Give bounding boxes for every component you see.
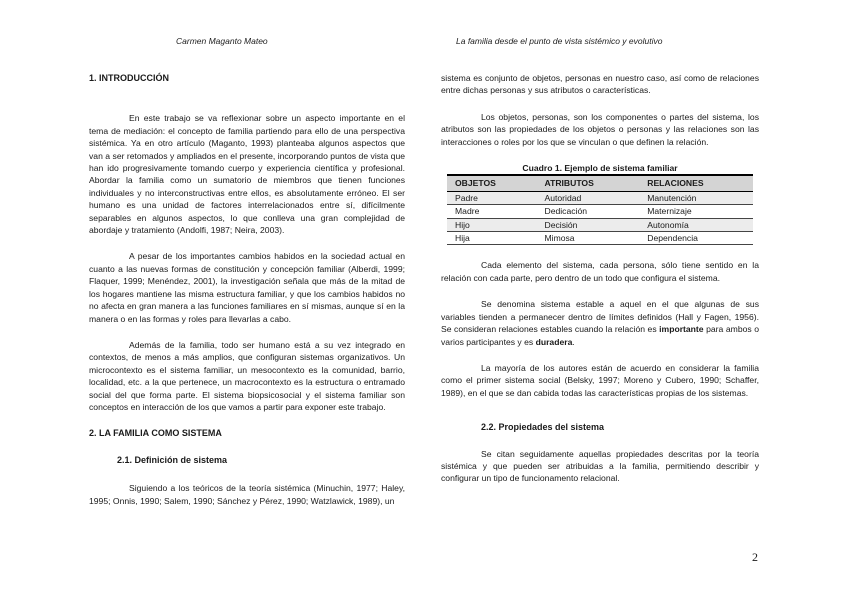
section-heading-introduccion: 1. INTRODUCCIÓN bbox=[89, 73, 170, 83]
bold-term-duradera: duradera bbox=[535, 336, 573, 347]
left-column bbox=[89, 72, 405, 521]
text-run: para ambos o varios participantes y es bbox=[441, 324, 759, 347]
table-row bbox=[447, 205, 753, 218]
running-header-author: Carmen Maganto Mateo bbox=[176, 36, 268, 46]
table-row bbox=[447, 191, 753, 204]
paragraph: La mayoría de los autores están de acuerdo en considerar la familia como el primer sistema social (Belsky, 1997; Moreno y Cubero, 1990; Schaffer, 1989), en el que se dan cabida todas las características propias de los sistemas. bbox=[441, 362, 759, 398]
paragraph: Se citan seguidamente aquellas propiedades descritas por la teoría sistémica y que pueden ser atribuidas a la familia, permitiendo describir y configurar un tipo de funcionamento relacional. bbox=[441, 448, 759, 484]
table-cell: Padre bbox=[447, 191, 537, 204]
table-row bbox=[447, 218, 753, 231]
table-header-cell: ATRIBUTOS bbox=[537, 175, 640, 191]
table-caption: Cuadro 1. Ejemplo de sistema familiar bbox=[522, 163, 678, 174]
subsection-heading-definicion: 2.1. Definición de sistema bbox=[117, 454, 228, 465]
table-header-row bbox=[447, 175, 753, 191]
table-cell: Manutención bbox=[639, 191, 753, 204]
table-row bbox=[447, 232, 753, 245]
table-cell: Mimosa bbox=[537, 232, 640, 245]
subsection-heading-propiedades: 2.2. Propiedades del sistema bbox=[481, 422, 605, 433]
table-header-cell: RELACIONES bbox=[639, 175, 753, 191]
table-cell: Dedicación bbox=[537, 205, 640, 218]
table-cell: Dependencia bbox=[639, 232, 753, 245]
paragraph: Los objetos, personas, son los componentes o partes del sistema, los atributos son las propiedades de los objetos o personas y las relaciones son las interacciones o roles por los que se vinculan o que definen la relación. bbox=[441, 111, 759, 147]
table-header-cell: OBJETOS bbox=[447, 175, 537, 191]
page-number: 2 bbox=[752, 550, 758, 564]
bold-term-importante: importante bbox=[659, 324, 704, 335]
table-cell: Decisión bbox=[537, 218, 640, 231]
table-cell: Hija bbox=[447, 232, 537, 245]
paragraph: Además de la familia, todo ser humano está a su vez integrado en contextos, de menos a más amplios, que configuran sistemas organizativos. Un microcontexto es el sistema familiar, un mesocontexto es la comunidad, barrio, localidad, etc. a la que pertenece, un macrocontexto es la estructura o entramado social del que forma parte. El sistema biopsicosocial y el sistema familiar son conceptos en interacción de los que vamos a partir para exponer este trabajo. bbox=[89, 339, 405, 412]
table-block bbox=[441, 162, 759, 245]
section-heading-familia-sistema: 2. LA FAMILIA COMO SISTEMA bbox=[89, 428, 222, 439]
table-cell: Hijo bbox=[447, 218, 537, 231]
paragraph: Siguiendo a los teóricos de la teoría sistémica (Minuchin, 1977; Haley, 1995; Onnis, 1990; Salem, 1990; Sánchez y Pérez, 1990; Watzlawick, 1989), un bbox=[89, 483, 405, 506]
running-header-title: La familia desde el punto de vista sistémico y evolutivo bbox=[456, 36, 663, 46]
paragraph: En este trabajo se va reflexionar sobre un aspecto importante en el tema de mediación: el concepto de familia partiendo para ello de una perspectiva sistémica. Ya en otro artículo (Maganto, 1993) planteaba algunos aspectos que van a ser retomados y ampliados en el presente, incorporando puntos de vista que han ido progresivamente tomando cuerpo y experiencia científica y profesional. Abordar la familia como un sumatorio de miembros que tienen funciones individuales y no interconstructivas entre ellos, es absolutamente erróneo. El ser humano es una unidad de factores interrelacionados entre sí, difícilmente separables en algunos aspectos, lo que conlleva una gran complejidad de abordaje y tratamiento (Andolfi, 1987; Neira, 2003). bbox=[89, 113, 405, 236]
text-run: . bbox=[572, 336, 575, 347]
paragraph bbox=[441, 298, 759, 348]
family-system-table bbox=[447, 174, 753, 245]
text-run: Se denomina sistema estable a aquel en el que algunas de sus variables tienden a permanecer dentro de límites definidos (Hall y Fagen, 1956). Se consideran relaciones estables cuando la relación es bbox=[441, 299, 759, 335]
paragraph: sistema es conjunto de objetos, personas en nuestro caso, así como de relaciones entre dichas personas y sus atributos o características. bbox=[441, 73, 759, 96]
table-cell: Autonomía bbox=[639, 218, 753, 231]
paragraph: Cada elemento del sistema, cada persona, sólo tiene sentido en la relación con cada parte, pero dentro de un todo que configura el sistema. bbox=[441, 260, 759, 283]
table-cell: Autoridad bbox=[537, 191, 640, 204]
table-cell: Madre bbox=[447, 205, 537, 218]
paragraph: A pesar de los importantes cambios habidos en la sociedad actual en cuanto a las nuevas formas de constitución y concepción familiar (Alberdi, 1999; Flaquer, 1999; Menéndez, 2001), la investigación señala que más de la mitad de los hogares mantiene las misma estructura familiar, y que los cambios habidos no no afecta en gran manera a las funciones familiares en sí mismas, aunque sí en la manera o en las formas y roles para llevarlas a cabo. bbox=[89, 251, 405, 324]
right-column bbox=[441, 72, 759, 499]
table-cell: Maternizaje bbox=[639, 205, 753, 218]
